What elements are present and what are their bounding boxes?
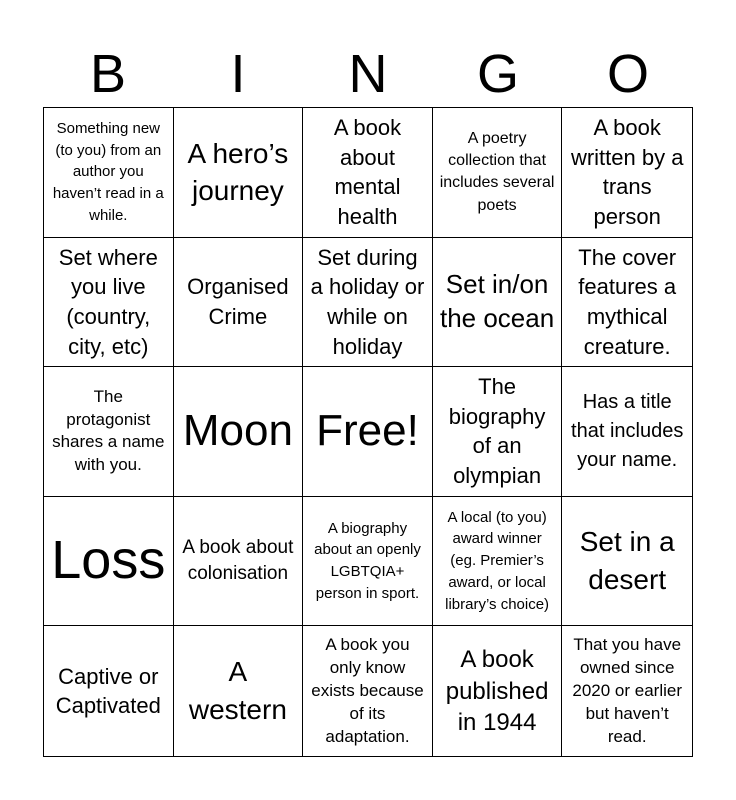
bingo-grid (43, 107, 693, 757)
cell-text: A poetry collection that includes several poets (439, 129, 555, 214)
bingo-cell[interactable] (44, 108, 174, 238)
header-letter-b: B (89, 44, 127, 104)
bingo-cell[interactable] (562, 626, 692, 756)
bingo-cell[interactable] (174, 367, 304, 497)
header-letter-n: N (348, 44, 388, 104)
cell-text: A western (188, 656, 287, 726)
header-letter-i: I (230, 44, 246, 104)
bingo-cell[interactable] (433, 367, 563, 497)
bingo-cell[interactable] (44, 367, 174, 497)
bingo-cell[interactable] (44, 626, 174, 756)
bingo-cell[interactable] (433, 108, 563, 238)
cell-text: Loss (51, 530, 166, 591)
cell-text: A book about mental health (333, 114, 402, 229)
bingo-cell[interactable] (562, 497, 692, 627)
bingo-cell[interactable] (303, 108, 433, 238)
bingo-cell[interactable] (44, 238, 174, 368)
bingo-cell[interactable] (174, 238, 304, 368)
cell-text: That you have owned since 2020 or earlier but haven’t read. (572, 634, 682, 746)
cell-text: Set during a holiday or while on holiday (310, 244, 425, 359)
bingo-cell[interactable] (562, 108, 692, 238)
cell-text: Captive or Captivated (55, 663, 161, 719)
free-space-cell[interactable] (303, 367, 433, 497)
cell-text: A local (to you) award winner (eg. Premier’s award, or local library’s choice) (445, 508, 550, 613)
cell-text: A book published in 1944 (445, 646, 549, 736)
header-letter-g: G (476, 44, 519, 104)
bingo-header (43, 40, 693, 108)
cell-text: A book written by a trans person (570, 114, 684, 229)
bingo-cell[interactable] (174, 626, 304, 756)
cell-text: Something new (to you) from an author you haven’t read in a while. (52, 119, 164, 224)
cell-text: A book you only know exists because of its adaptation. (311, 634, 424, 746)
bingo-cell[interactable] (303, 626, 433, 756)
bingo-cell[interactable] (44, 497, 174, 627)
bingo-cell[interactable] (433, 626, 563, 756)
cell-text: A hero’s journey (187, 137, 289, 207)
cell-text: Free! (316, 406, 419, 456)
cell-text: Has a title that includes your name. (571, 390, 684, 471)
cell-text: The biography of an olympian (448, 374, 546, 489)
cell-text: A biography about an openly LGBTQIA+ person in sport. (314, 519, 421, 602)
cell-text: A book about colonisation (182, 537, 294, 585)
bingo-cell[interactable] (174, 108, 304, 238)
bingo-cell[interactable] (303, 497, 433, 627)
cell-text: Moon (182, 406, 293, 456)
cell-text: Set in/on the ocean (439, 269, 555, 333)
bingo-cell[interactable] (174, 497, 304, 627)
cell-text: Organised Crime (187, 274, 289, 329)
bingo-cell[interactable] (433, 497, 563, 627)
bingo-cell[interactable] (433, 238, 563, 368)
cell-text: The protagonist shares a name with you. (52, 386, 165, 475)
header-letter-o: O (606, 44, 649, 104)
cell-text: The cover features a mythical creature. (578, 244, 677, 359)
bingo-cell[interactable] (303, 238, 433, 368)
bingo-cell[interactable] (562, 367, 692, 497)
cell-text: Set in a desert (579, 526, 675, 596)
cell-text: Set where you live (country, city, etc) (58, 244, 158, 359)
bingo-cell[interactable] (562, 238, 692, 368)
